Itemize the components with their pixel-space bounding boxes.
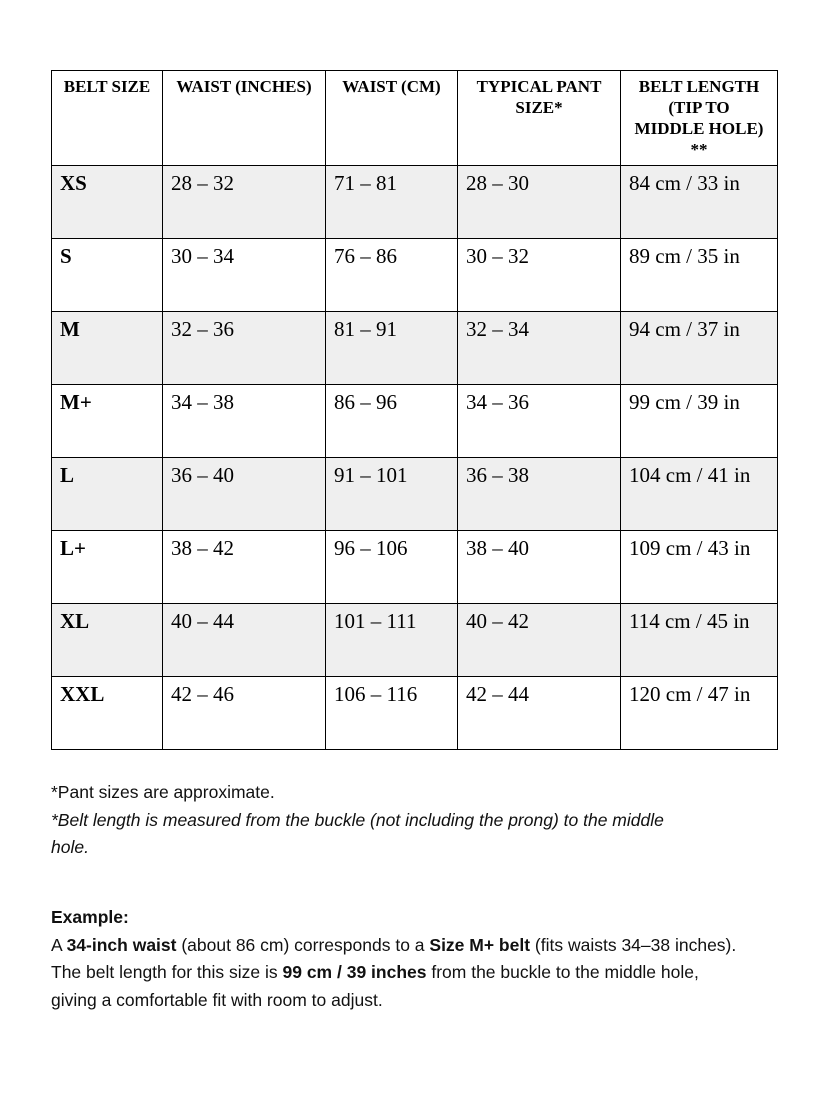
- cell-pant-size: 42 – 44: [458, 677, 621, 750]
- cell-waist-cm: 81 – 91: [326, 312, 458, 385]
- cell-waist-cm: 86 – 96: [326, 385, 458, 458]
- belt-size-table: [51, 70, 778, 750]
- cell-pant-size: 30 – 32: [458, 239, 621, 312]
- cell-pant-size: 34 – 36: [458, 385, 621, 458]
- table-row-l-plus: [52, 531, 778, 604]
- cell-belt-length: 114 cm / 45 in: [621, 604, 778, 677]
- header-line: BELT SIZE: [63, 77, 151, 96]
- example-paragraph: A 34-inch waist (about 86 cm) corresponds to a Size M+ belt (fits waists 34–38 inches). The belt length for this size is 99 cm / 39 inches from the buckle to the middle hole, giving a comfortable fit with room to adjust.: [51, 934, 737, 1010]
- table-row-xxl: [52, 677, 778, 750]
- header-line: BELT LENGTH: [638, 77, 760, 96]
- cell-size: XL: [52, 604, 163, 677]
- cell-pant-size: 38 – 40: [458, 531, 621, 604]
- cell-waist-cm: 91 – 101: [326, 458, 458, 531]
- header-line: WAIST (CM): [342, 77, 441, 96]
- cell-waist-inches: 32 – 36: [163, 312, 326, 385]
- cell-belt-length: 94 cm / 37 in: [621, 312, 778, 385]
- table-row-m-plus: [52, 385, 778, 458]
- cell-belt-length: 120 cm / 47 in: [621, 677, 778, 750]
- cell-waist-inches: 36 – 40: [163, 458, 326, 531]
- cell-waist-inches: 40 – 44: [163, 604, 326, 677]
- header-line: **: [690, 140, 708, 159]
- cell-size: L: [52, 458, 163, 531]
- cell-size: XS: [52, 166, 163, 239]
- cell-waist-cm: 76 – 86: [326, 239, 458, 312]
- table-row-xl: [52, 604, 778, 677]
- example-section: [51, 904, 743, 1014]
- cell-waist-cm: 96 – 106: [326, 531, 458, 604]
- header-waist-cm: [326, 71, 458, 166]
- cell-waist-inches: 28 – 32: [163, 166, 326, 239]
- header-waist-inches: [163, 71, 326, 166]
- footnote-belt-length: *Belt length is measured from the buckle (not including the prong) to the middle hole.: [51, 809, 664, 857]
- cell-pant-size: 40 – 42: [458, 604, 621, 677]
- cell-waist-cm: 71 – 81: [326, 166, 458, 239]
- cell-pant-size: 28 – 30: [458, 166, 621, 239]
- cell-size: M: [52, 312, 163, 385]
- table-row-xs: [52, 166, 778, 239]
- footnote-pant-sizes: *Pant sizes are approximate.: [51, 782, 275, 802]
- cell-pant-size: 36 – 38: [458, 458, 621, 531]
- header-belt-size: [52, 71, 163, 166]
- cell-waist-inches: 38 – 42: [163, 531, 326, 604]
- header-belt-length: [621, 71, 778, 166]
- header-line: TYPICAL PANT: [476, 77, 602, 96]
- example-heading: Example:: [51, 907, 129, 927]
- cell-belt-length: 89 cm / 35 in: [621, 239, 778, 312]
- cell-waist-inches: 30 – 34: [163, 239, 326, 312]
- header-line: (TIP TO: [668, 98, 730, 117]
- cell-belt-length: 109 cm / 43 in: [621, 531, 778, 604]
- cell-waist-inches: 42 – 46: [163, 677, 326, 750]
- header-line: MIDDLE HOLE): [634, 119, 764, 138]
- table-row-s: [52, 239, 778, 312]
- cell-belt-length: 84 cm / 33 in: [621, 166, 778, 239]
- cell-pant-size: 32 – 34: [458, 312, 621, 385]
- table-header-row: [52, 71, 778, 166]
- table-row-m: [52, 312, 778, 385]
- header-line: SIZE*: [515, 98, 563, 117]
- header-line: WAIST (INCHES): [176, 77, 312, 96]
- table-row-l: [52, 458, 778, 531]
- cell-waist-inches: 34 – 38: [163, 385, 326, 458]
- cell-size: XXL: [52, 677, 163, 750]
- footnotes: [51, 779, 706, 862]
- cell-size: S: [52, 239, 163, 312]
- cell-waist-cm: 106 – 116: [326, 677, 458, 750]
- cell-size: M+: [52, 385, 163, 458]
- cell-belt-length: 99 cm / 39 in: [621, 385, 778, 458]
- cell-size: L+: [52, 531, 163, 604]
- header-typical-pant-size: [458, 71, 621, 166]
- cell-belt-length: 104 cm / 41 in: [621, 458, 778, 531]
- cell-waist-cm: 101 – 111: [326, 604, 458, 677]
